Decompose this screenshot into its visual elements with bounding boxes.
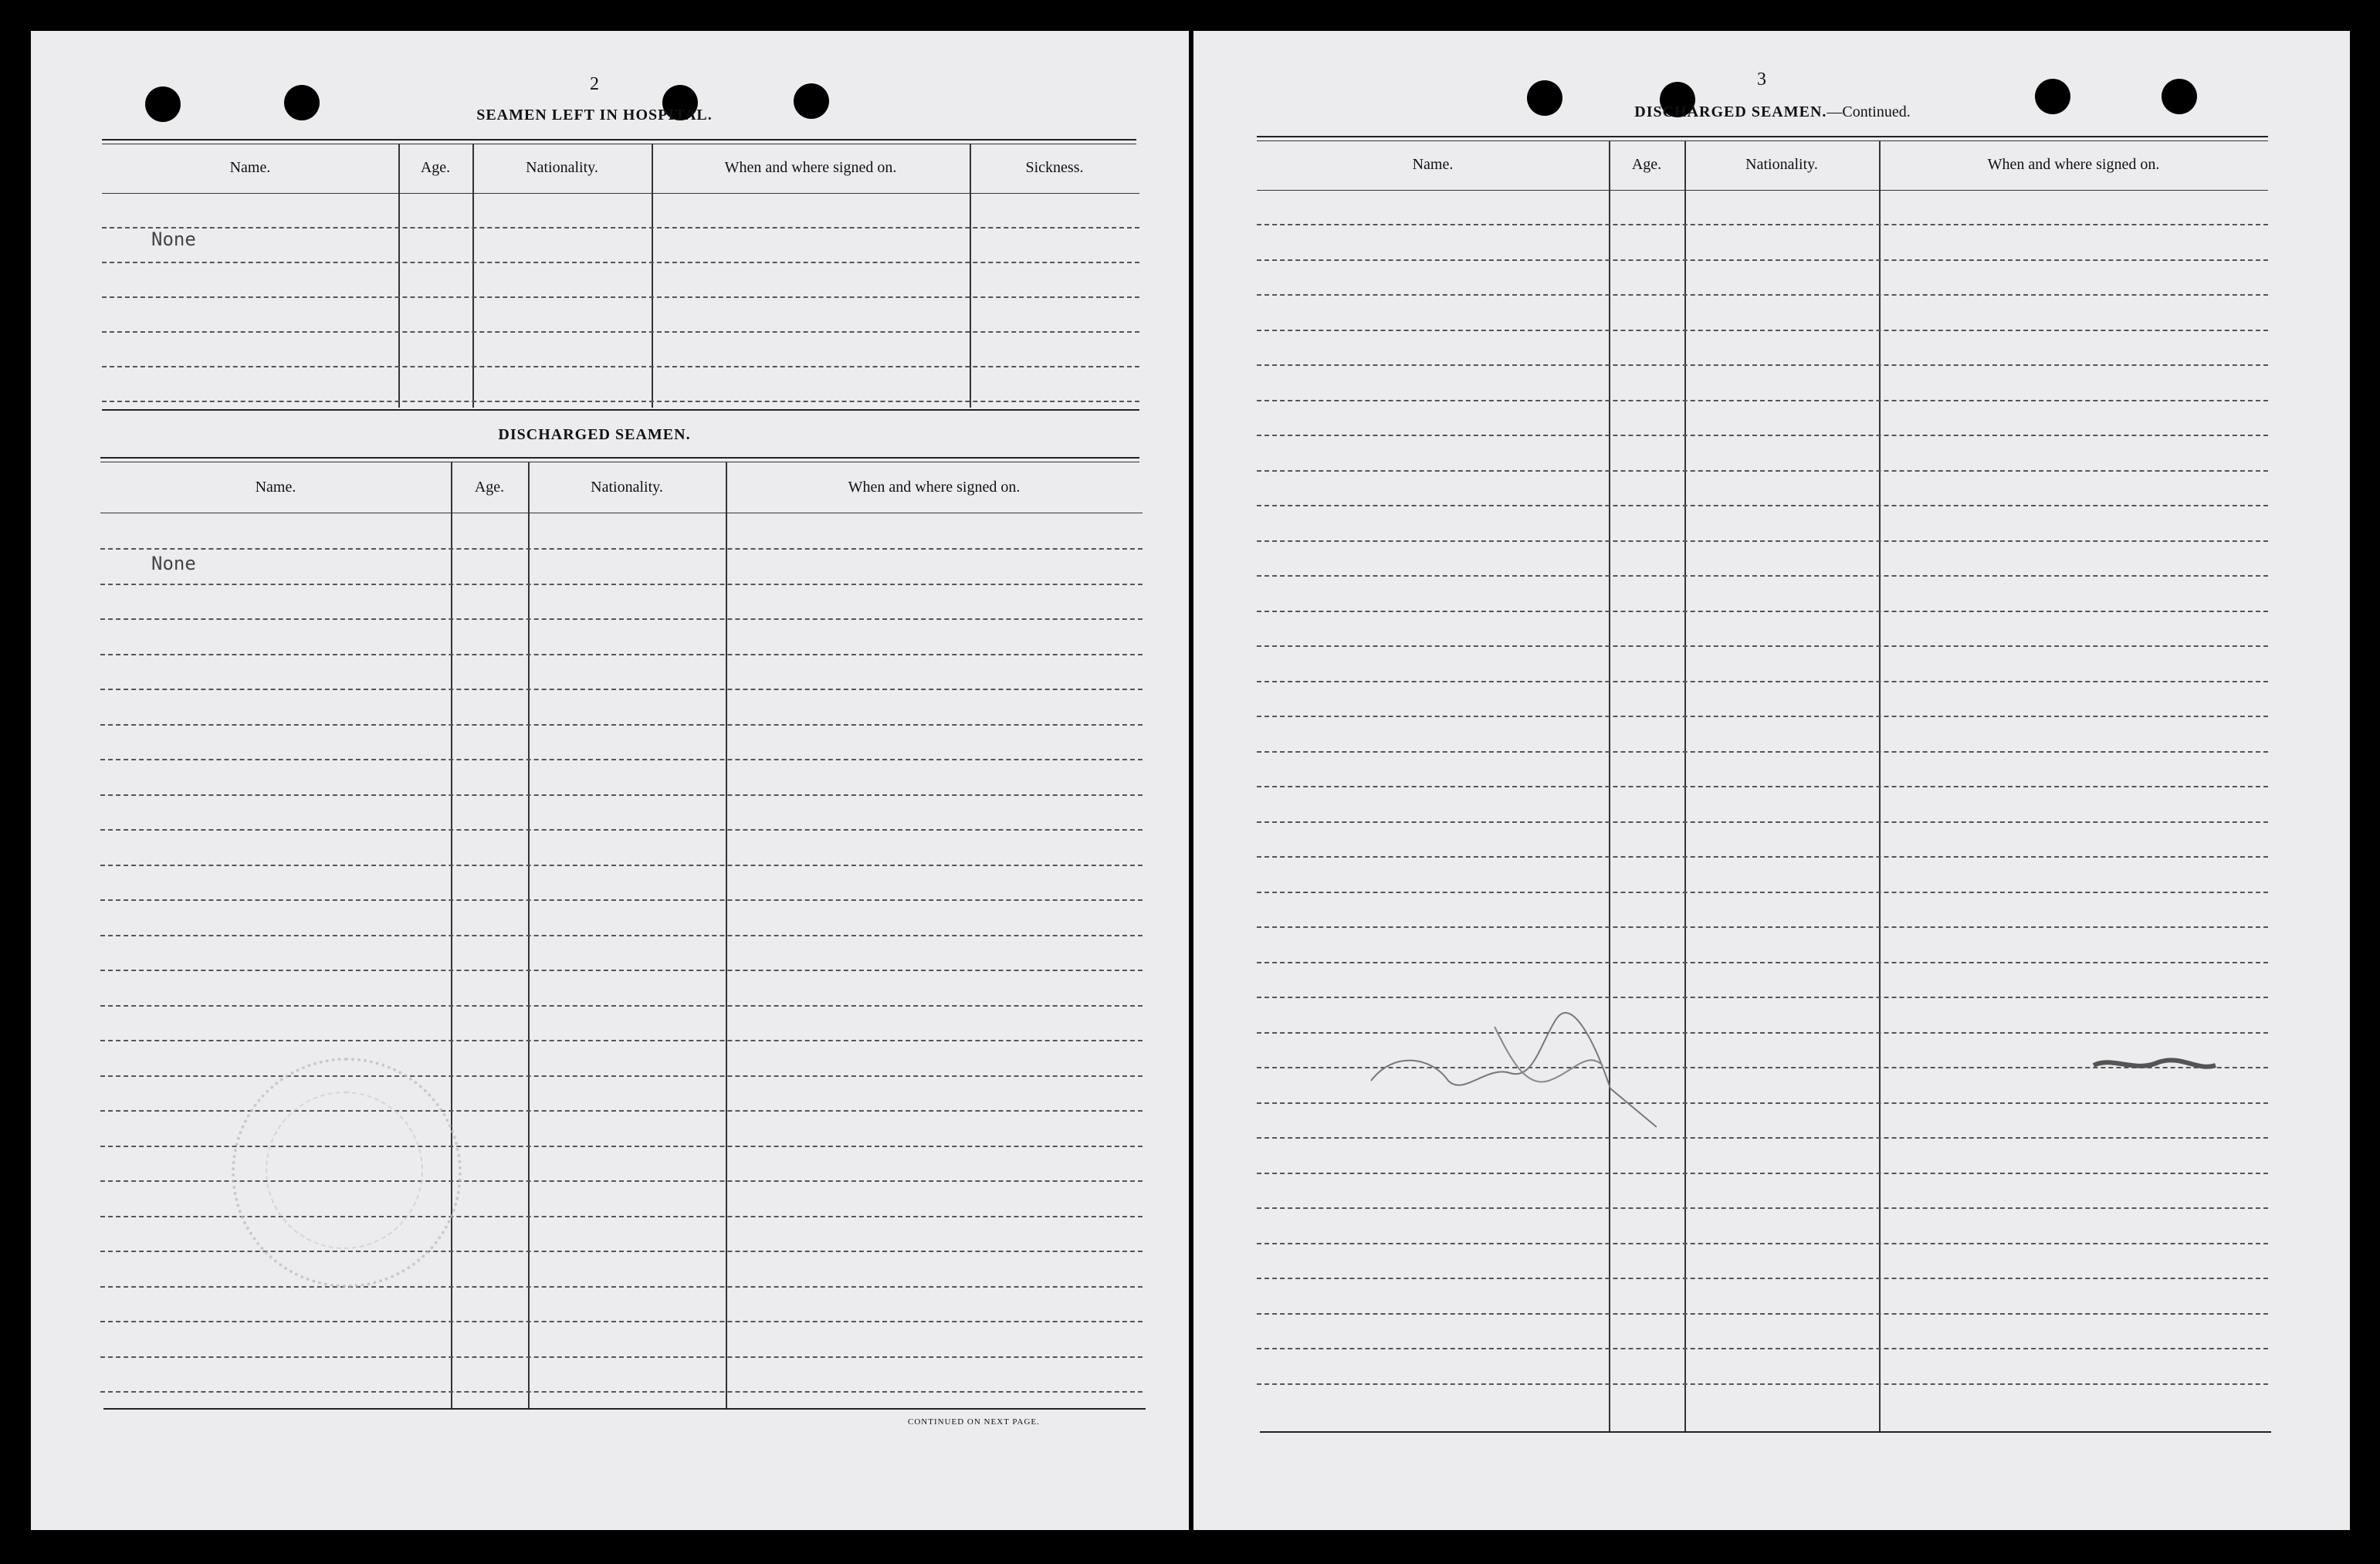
row-line <box>1257 400 2268 401</box>
row-line <box>100 970 1143 971</box>
row-line <box>1257 435 2268 436</box>
table-rule <box>1260 1431 2271 1433</box>
row-line <box>1257 611 2268 612</box>
punch-hole <box>145 86 181 122</box>
table-rule <box>102 409 1139 411</box>
row-line <box>102 227 1139 229</box>
hospital-section-title: SEAMEN LEFT IN HOSPITAL. <box>476 107 713 124</box>
row-line <box>1257 1383 2268 1385</box>
page-number: 2 <box>590 74 599 94</box>
row-line <box>1257 751 2268 753</box>
row-line <box>1257 892 2268 893</box>
row-line <box>1257 1137 2268 1139</box>
row-line <box>1257 330 2268 331</box>
column-header-name: Name. <box>255 479 296 496</box>
row-line <box>1257 470 2268 472</box>
column-header-nationality: Nationality. <box>1745 156 1818 173</box>
table-rule <box>103 1408 1146 1410</box>
header-rule <box>102 193 1139 194</box>
table-rule <box>102 139 1136 140</box>
discharged-section-title: DISCHARGED SEAMEN. <box>498 426 691 443</box>
row-line <box>100 584 1143 585</box>
continued-note: CONTINUED ON NEXT PAGE. <box>908 1417 1040 1427</box>
row-line <box>100 829 1143 831</box>
row-line <box>1257 681 2268 682</box>
left-page <box>31 31 1189 1530</box>
row-line <box>1257 645 2268 647</box>
row-line <box>100 794 1143 796</box>
row-line <box>100 1251 1143 1252</box>
row-line <box>100 548 1143 550</box>
row-line <box>100 899 1143 901</box>
row-line <box>1257 364 2268 366</box>
row-line <box>100 935 1143 936</box>
column-header-signed-on: When and where signed on. <box>724 159 897 176</box>
row-line <box>1257 1173 2268 1174</box>
row-line <box>100 1356 1143 1358</box>
row-line <box>100 1321 1143 1322</box>
right-page <box>1193 31 2350 1530</box>
punch-hole <box>2035 79 2070 114</box>
column-header-name: Name. <box>229 159 271 176</box>
row-line <box>1257 575 2268 577</box>
row-line <box>1257 505 2268 506</box>
column-header-age: Age. <box>420 159 451 176</box>
row-line <box>100 1286 1143 1288</box>
row-line <box>1257 294 2268 296</box>
punch-hole <box>284 85 320 120</box>
column-header-nationality: Nationality. <box>591 479 663 496</box>
column-divider <box>652 144 653 408</box>
title-suffix: —Continued. <box>1826 103 1911 120</box>
row-line <box>102 401 1139 402</box>
row-line <box>102 296 1139 298</box>
column-header-nationality: Nationality. <box>526 159 598 176</box>
row-line <box>1257 1243 2268 1244</box>
row-line <box>100 689 1143 690</box>
faded-stamp <box>232 1058 462 1288</box>
row-line <box>100 1005 1143 1007</box>
row-line <box>1257 1278 2268 1279</box>
discharged-continued-title <box>1556 103 1989 121</box>
column-header-age: Age. <box>474 479 505 496</box>
row-line <box>100 759 1143 760</box>
table-rule <box>100 457 1139 459</box>
row-line <box>102 366 1139 367</box>
row-line <box>1257 821 2268 823</box>
row-line <box>102 262 1139 263</box>
header-rule <box>1257 190 2268 191</box>
row-line <box>100 618 1143 620</box>
row-line <box>100 654 1143 655</box>
column-header-signed-on: When and where signed on. <box>1987 156 2160 173</box>
row-line <box>100 1075 1143 1077</box>
row-line <box>100 865 1143 866</box>
column-header-signed-on: When and where signed on. <box>848 479 1021 496</box>
column-header-sickness: Sickness. <box>1025 159 1084 176</box>
column-divider <box>970 144 971 408</box>
table-rule <box>1257 136 2268 137</box>
row-line <box>1257 856 2268 858</box>
row-line <box>102 331 1139 333</box>
column-header-name: Name. <box>1412 156 1454 173</box>
punch-hole <box>2162 79 2197 114</box>
punch-hole <box>794 83 829 119</box>
column-divider <box>398 144 400 408</box>
column-divider <box>472 144 474 408</box>
row-line <box>1257 540 2268 542</box>
title-text: DISCHARGED SEAMEN. <box>1634 103 1827 120</box>
table-rule <box>1257 140 2268 141</box>
row-line <box>1257 1313 2268 1315</box>
hospital-entry: None <box>151 229 196 250</box>
reversed-signature-bleed <box>1363 973 1657 1135</box>
row-line <box>100 1391 1143 1393</box>
row-line <box>1257 259 2268 261</box>
ink-smudge <box>2089 1050 2220 1081</box>
row-line <box>1257 224 2268 225</box>
page-number: 3 <box>1757 69 1766 90</box>
row-line <box>1257 1207 2268 1209</box>
row-line <box>1257 962 2268 963</box>
row-line <box>1257 786 2268 787</box>
row-line <box>100 724 1143 726</box>
row-line <box>100 1040 1143 1041</box>
discharged-entry: None <box>151 553 196 574</box>
column-header-age: Age. <box>1631 156 1662 173</box>
row-line <box>1257 926 2268 928</box>
row-line <box>1257 1348 2268 1349</box>
row-line <box>1257 716 2268 717</box>
